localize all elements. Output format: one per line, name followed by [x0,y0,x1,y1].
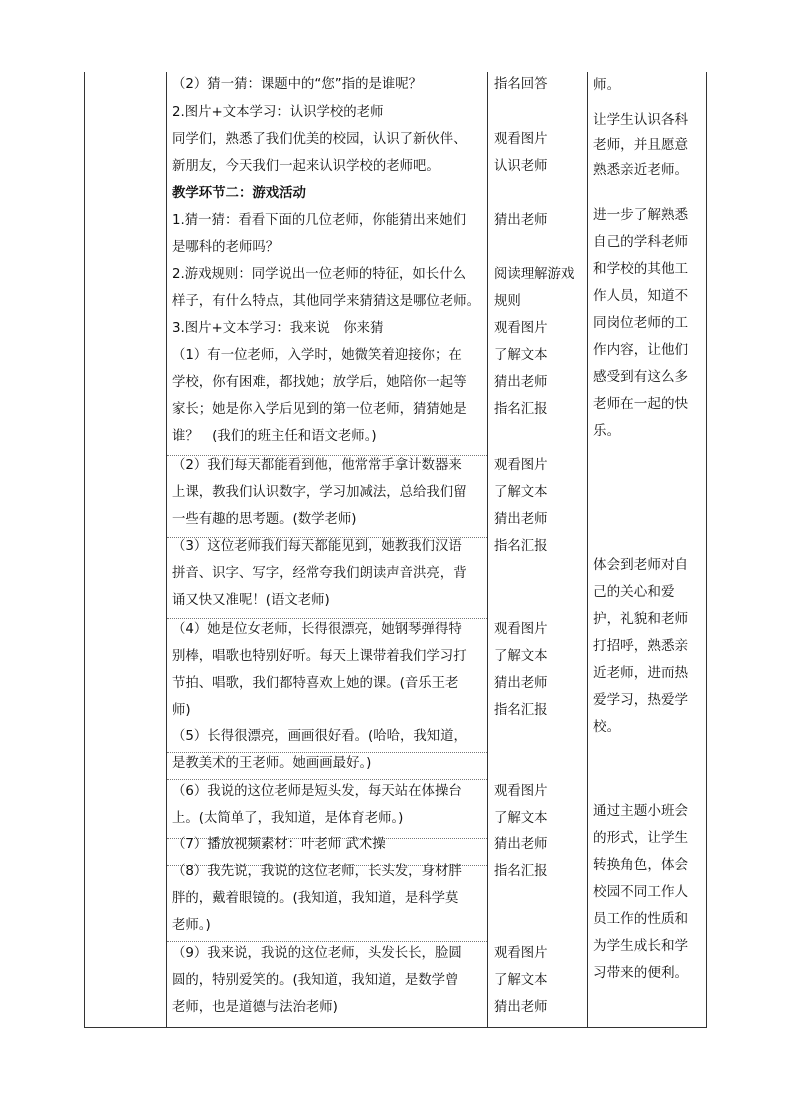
content-line: 2.图片+文本学习：认识学校的老师 [172,105,384,120]
intent-line: 的形式，让学生 [593,830,689,846]
intent-line: 打招呼，熟悉亲 [593,638,689,654]
intent-line: 自己的学科老师 [593,234,689,250]
activity-line: 猜出老师 [494,1000,548,1015]
activity-line: 猜出老师 [494,837,548,852]
content-line: 圆的，特别爱笑的。(我知道，我知道，是数学曾 [172,973,459,988]
intent-line: 师。 [593,77,621,93]
row-separator [167,779,487,780]
content-line: 老师，也是道德与法治老师) [172,1000,338,1015]
content-line: 诵又快又准呢！(语文老师) [172,593,330,608]
activity-line: 观看图片 [494,784,548,799]
content-line: （8）我先说，我说的这位老师，长头发，身材胖 [172,864,462,879]
content-line: 别棒，唱歌也特别好听。每天上课带着我们学习打 [172,649,467,664]
intent-line: 习带来的便利。 [593,965,689,981]
activity-line: 了解文本 [494,649,548,664]
content-line: 拼音、识字、写字，经常夸我们朗读声音洪亮，背 [172,566,467,581]
content-line: （5）长得很漂亮，画画很好看。(哈哈，我知道， [172,729,467,744]
content-line: （3）这位老师我们每天都能见到，她教我们汉语 [172,539,462,554]
content-line: 样子，有什么特点，其他同学来猜猜这是哪位老师。 [172,294,480,309]
activity-line: 认识老师 [494,159,548,174]
activity-line: 观看图片 [494,458,548,473]
content-line: 一些有趣的思考题。(数学老师) [172,512,357,527]
intent-line: 让学生认识各科 [593,112,689,128]
activity-line: 了解文本 [494,485,548,500]
activity-line: 猜出老师 [494,512,548,527]
content-line: （4）她是位女老师，长得很漂亮，她钢琴弹得特 [172,622,462,637]
activity-line: 猜出老师 [494,676,548,691]
activity-line: 观看图片 [494,321,548,336]
content-line: 师) [172,703,191,718]
intent-line: 和学校的其他工 [593,261,689,277]
activity-line: 了解文本 [494,811,548,826]
column-divider [587,72,588,1028]
column-divider [487,72,488,1028]
content-line: （9）我来说，我说的这位老师，头发长长，脸圆 [172,946,462,961]
intent-line: 近老师，进而热 [593,665,689,681]
column-divider [166,72,167,1028]
intent-line: 校园不同工作人 [593,884,689,900]
content-line: 谁？ (我们的班主任和语文老师。) [172,429,377,444]
intent-line: 通过主题小班会 [593,803,689,819]
intent-line: 熟悉亲近老师。 [593,162,689,178]
row-separator [167,941,487,942]
activity-line: 了解文本 [494,973,548,988]
intent-line: 校。 [593,719,621,735]
activity-line: 猜出老师 [494,213,548,228]
intent-line: 员工作的性质和 [593,911,689,927]
content-line: （6）我说的这位老师是短头发，每天站在体操台 [172,784,462,799]
content-line: 2.游戏规则：同学说出一位老师的特征，如长什么 [172,267,466,282]
content-line: 是教美术的王老师。她画画最好。) [172,756,372,771]
content-line: 学校，你有困难，都找她；放学后，她陪你一起等 [172,375,467,390]
intent-line: 老师在一起的快 [593,396,689,412]
content-line: （2）我们每天都能看到他，他常常手拿计数器来 [172,458,462,473]
content-line: （1）有一位老师，入学时，她微笑着迎接你；在 [172,348,462,363]
intent-line: 作内容，让他们 [593,342,689,358]
intent-line: 感受到有这么多 [593,369,689,385]
intent-line: 护，礼貌和老师 [593,611,689,627]
content-line: 新朋友，今天我们一起来认识学校的老师吧。 [172,159,440,174]
content-line: 上课，教我们认识数字，学习加减法，总给我们留 [172,485,467,500]
activity-line: 指名汇报 [494,703,548,718]
intent-line: 转换角色，体会 [593,857,689,873]
intent-line: 同岗位老师的工 [593,315,689,331]
activity-line: 指名汇报 [494,402,548,417]
intent-line: 乐。 [593,423,621,439]
content-line: 节拍、唱歌，我们都特喜欢上她的课。(音乐王老 [172,676,459,691]
intent-line: 老师，并且愿意 [593,137,689,153]
intent-line: 体会到老师对自 [593,557,689,573]
activity-line: 指名汇报 [494,864,548,879]
activity-line: 观看图片 [494,132,548,147]
content-line: 是哪科的老师吗？ [172,240,280,255]
activity-line: 指名汇报 [494,539,548,554]
intent-line: 己的关心和爱 [593,584,675,600]
activity-line: 阅读理解游戏 [494,267,575,282]
intent-line: 进一步了解熟悉 [593,207,689,223]
activity-line: 观看图片 [494,622,548,637]
content-line: 家长；她是你入学后见到的第一位老师，猜猜她是 [172,402,467,417]
content-line: 胖的，戴着眼镜的。(我知道，我知道，是科学莫 [172,891,459,906]
activity-line: 了解文本 [494,348,548,363]
activity-line: 猜出老师 [494,375,548,390]
activity-line: 观看图片 [494,946,548,961]
content-line: 上。(太简单了，我知道，是体育老师。) [172,811,404,826]
intent-line: 作人员，知道不 [593,288,689,304]
row-separator [167,752,487,753]
intent-line: 爱学习，热爱学 [593,692,689,708]
intent-line: 为学生成长和学 [593,938,689,954]
content-line: 同学们，熟悉了我们优美的校园，认识了新伙伴、 [172,132,467,147]
content-line: 1.猜一猜：看看下面的几位老师，你能猜出来她们 [172,213,466,228]
content-line: （7）播放视频素材：叶老师 武术操 [172,837,386,852]
activity-line: 指名回答 [494,77,548,92]
section-heading: 教学环节二：游戏活动 [172,186,306,201]
activity-line: 规则 [494,294,521,309]
row-separator [167,618,487,619]
content-line: （2）猜一猜：课题中的“您”指的是谁呢？ [172,77,423,92]
content-line: 3.图片+文本学习：我来说 你来猜 [172,321,384,336]
content-line: 老师。) [172,918,211,933]
